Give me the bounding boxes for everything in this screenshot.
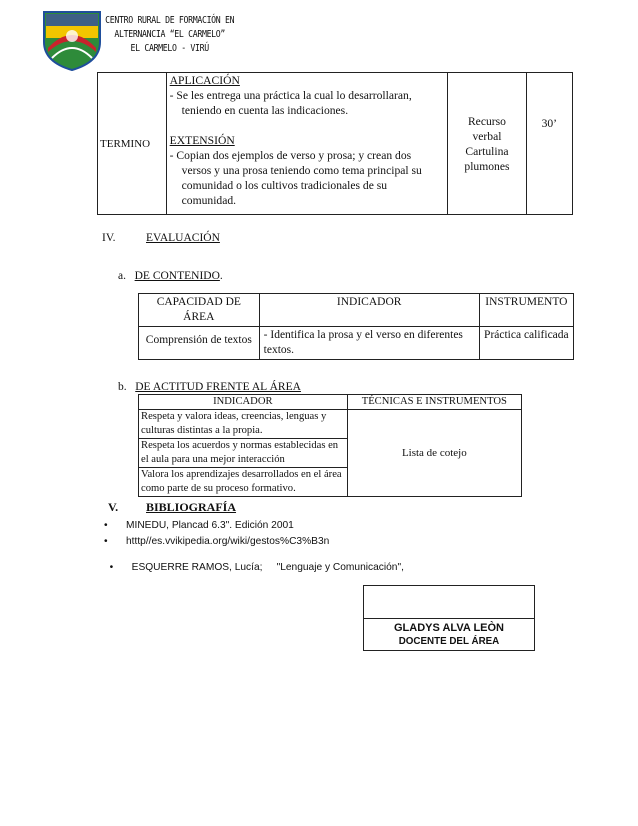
bibliography-text: MINEDU, Plancad 6.3". Edición 2001 [126,520,294,531]
extension-text-2: versos y una prosa teniendo como tema principal su [181,164,422,177]
school-name [100,14,239,56]
header-indicator: INDICADOR [259,294,479,327]
teacher-name: GLADYS ALVA LEÒN [364,619,535,636]
bibliography-text: ESQUERRE RAMOS, Lucía; "Lenguaje y Comunicación", [131,562,404,573]
application-title: APLICACIÓN [169,74,240,87]
section-iv-title: EVALUACIÓN [146,232,220,244]
phase-cell [98,73,167,215]
extension-text-1: - Copian dos ejemplos de verso y prosa; y crean dos [169,149,412,162]
activities-table [97,72,573,215]
bullet-icon: • [104,520,108,531]
capacity-cell: Comprensión de textos [139,327,260,360]
bibliography-text: htttp//es.vvikipedia.org/wiki/gestos%C3%B3n [126,536,330,547]
resources-cell [448,73,526,215]
resource-item: Recurso [467,114,506,128]
instrument-cell: Práctica calificada [479,327,573,360]
strategies-cell [166,73,448,215]
signature-box [363,585,535,651]
school-name-line-2: ALTERNANCIA “EL CARMELO” [114,29,226,40]
attitude-evaluation-table [138,394,522,497]
resource-item: Cartulina [465,144,509,158]
application-text-2: teniendo en cuenta las indicaciones. [181,104,349,117]
extension-title: EXTENSIÓN [169,134,235,147]
subsection-b-label: b. [118,381,127,393]
extension-text-4: comunidad. [181,194,237,207]
time-value: 30’ [541,117,558,130]
bullet-icon: • [104,536,108,547]
section-v-title: BIBLIOGRAFÍA [146,500,237,514]
content-evaluation-table [138,293,574,360]
subsection-a-title: DE CONTENIDO [134,270,220,282]
resource-item: plumones [464,159,510,173]
indicator-cell: - Identifica la prosa y el verso en diferentes textos. [259,327,479,360]
teacher-role: DOCENTE DEL ÁREA [364,635,535,651]
subsection-a [118,270,223,282]
header-attitude-indicator: INDICADOR [139,395,348,410]
school-name-line-3: EL CARMELO - VIRÚ [130,43,209,54]
section-iv-number: IV. [102,232,116,244]
extension-text-3: comunidad o los cultivos tradicionales de su [181,179,388,192]
attitude-indicator-row: Respeta los acuerdos y normas establecidas en el aula para una mejor interacción [139,439,348,468]
signature-space [364,586,535,619]
time-cell [526,73,572,215]
attitude-indicator-row: Respeta y valora ideas, creencias, lenguas y culturas distintas a la propia. [139,410,348,439]
attitude-indicator-row: Valora los aprendizajes desarrollados en el área como parte de su proceso formativo. [139,468,348,497]
header-instrument: INSTRUMENTO [479,294,573,327]
subsection-a-label: a. [118,270,126,282]
bullet-icon: • [109,562,114,573]
school-logo [38,8,106,72]
phase-label: TERMINO [100,137,151,150]
resource-item: verbal [472,129,502,143]
header-techniques: TÉCNICAS E INSTRUMENTOS [347,395,521,410]
application-text-1: - Se les entrega una práctica la cual lo desarrollaran, [169,89,412,102]
bibliography-item [104,520,294,531]
header-capacity: CAPACIDAD DE ÁREA [139,294,260,327]
school-name-line-1: CENTRO RURAL DE FORMACIÓN EN [105,15,235,26]
bibliography-item [104,536,329,547]
subsection-a-suffix: . [219,270,223,282]
subsection-b [118,381,301,393]
section-v-number: V. [108,500,119,514]
technique-cell: Lista de cotejo [347,410,521,497]
bibliography-item [104,551,404,573]
subsection-b-title: DE ACTITUD FRENTE AL ÁREA [135,381,301,393]
